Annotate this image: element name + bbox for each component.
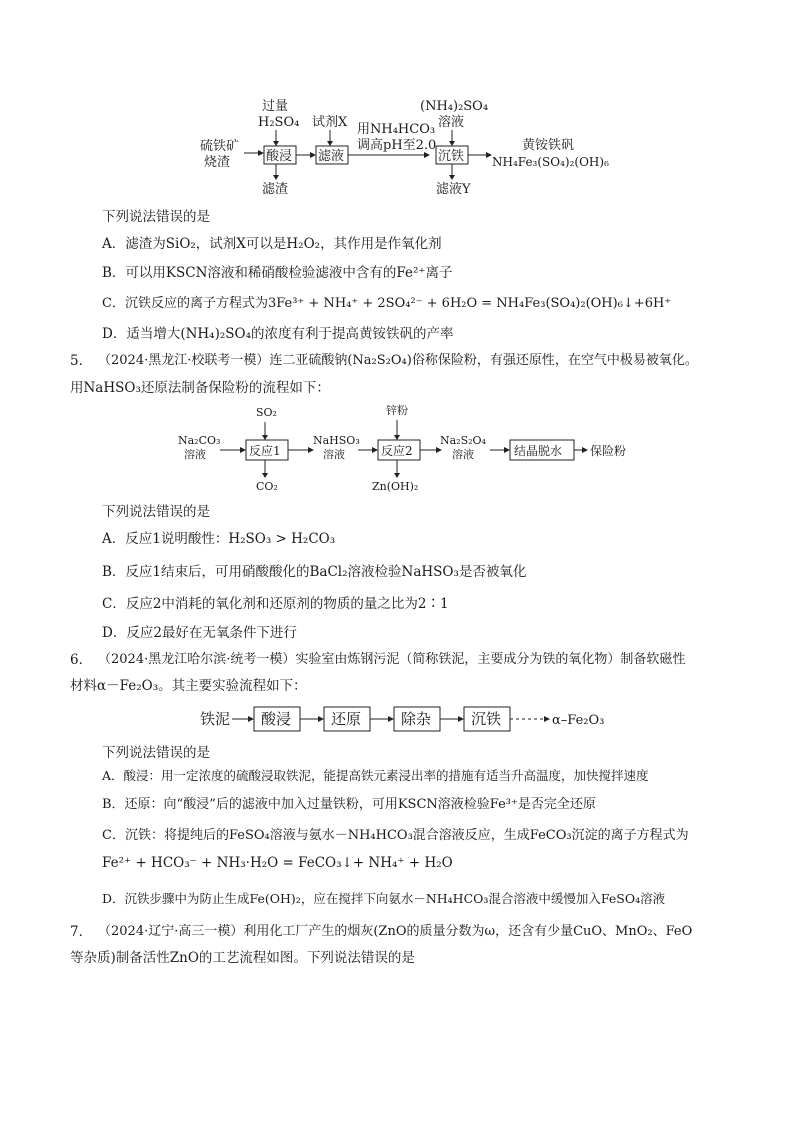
feed-label: 烧渣	[204, 155, 231, 170]
q6-option-a: A．酸浸：用一定浓度的硫酸浸取铁泥，能提高铁元素浸出率的措施有适当升高温度，加快搅拌速度	[102, 768, 649, 783]
feed-label: 硫铁矿	[200, 139, 240, 154]
q5-stem: 下列说法错误的是	[102, 504, 210, 520]
q5-option-b: B．反应1结束后，可用硝酸酸化的BaCl₂溶液检验NaHSO₃是否被氧化	[102, 564, 527, 580]
q7-number: 7．	[70, 924, 93, 940]
box-step-label: 除杂	[401, 710, 432, 728]
product-sol-label: Na₂S₂O₄	[440, 434, 486, 447]
box-step-label: 酸浸	[261, 710, 292, 728]
q4-stem: 下列说法错误的是	[102, 209, 210, 225]
mid-label: NaHSO₃	[313, 434, 360, 447]
q5-number: 5．	[70, 353, 93, 369]
q4-option-c: C．沉铁反应的离子方程式为3Fe³⁺ + NH₄⁺ + 2SO₄²⁻ + 6H₂O = NH₄Fe₃(SO₄)₂(OH)₆↓+6H⁺	[102, 296, 672, 311]
q6-option-c2: Fe²⁺ + HCO₃⁻ + NH₃·H₂O = FeCO₃↓+ NH₄⁺ + H₂O	[102, 855, 453, 871]
q6-option-d: D．沉铁步骤中为防止生成Fe(OH)₂，应在搅拌下向氨水－NH₄HCO₃混合溶液中缓慢加入FeSO₄溶液	[102, 891, 666, 906]
box-reaction1-label: 反应1	[249, 444, 281, 458]
filtrate-y-label: 滤液Y	[436, 182, 471, 197]
acid-label: H₂SO₄	[258, 115, 300, 130]
q6-option-b: B．还原：向“酸浸”后的滤液中加入过量铁粉，可用KSCN溶液检验Fe³⁺是否完全还原	[102, 797, 596, 812]
q5-option-c: C．反应2中消耗的氧化剂和还原剂的物质的量之比为2∶1	[102, 596, 449, 612]
product-formula: NH₄Fe₃(SO₄)₂(OH)₆	[492, 155, 609, 169]
q7-line1: （2024·辽宁·高三一模）利用化工厂产生的烟灰(ZnO的质量分数为ω，还含有少量CuO、MnO₂、FeO	[98, 924, 693, 939]
box-leach-label: 酸浸	[266, 149, 293, 164]
q6-line1: （2024·黑龙江哈尔滨·统考一模）实验室由炼钢污泥（简称铁泥，主要成分为铁的氧化物）制备软磁性	[98, 652, 686, 667]
flow-diagram-q4	[0, 0, 800, 200]
box-filtrate-label: 滤液	[318, 149, 345, 164]
q6-stem: 下列说法错误的是	[102, 745, 210, 761]
box-reaction2-label: 反应2	[381, 444, 413, 458]
q5-line1: （2024·黑龙江·校联考一模）连二亚硫酸钠(Na₂S₂O₄)俗称保险粉，有强还原性，在空气中极易被氧化。	[98, 353, 698, 368]
adjust-label-1: 用NH₄HCO₃	[357, 122, 436, 137]
box-iron-label: 沉铁	[438, 149, 465, 164]
znoh-label: Zn(OH)₂	[372, 480, 419, 493]
adjust-label-2: 调高pH至2.0	[357, 138, 437, 153]
so2-label: SO₂	[256, 406, 277, 419]
box-crystallize-label: 结晶脱水	[514, 444, 563, 458]
residue-label: 滤渣	[262, 182, 289, 197]
reagent-label: 试剂X	[312, 115, 348, 130]
q6-line2: 材料α－Fe₂O₃。其主要实验流程如下：	[70, 678, 307, 694]
q5-option-a: A．反应1说明酸性：H₂SO₃ > H₂CO₃	[102, 531, 336, 547]
zinc-label: 锌粉	[386, 404, 408, 417]
start-label: 溶液	[184, 448, 206, 461]
product-name: 黄铵铁矾	[522, 138, 575, 153]
q6-option-c1: C．沉铁：将提纯后的FeSO₄溶液与氨水－NH₄HCO₃混合溶液反应，生成FeCO₃沉淀的离子方程式为	[102, 828, 689, 843]
box-step-label: 还原	[331, 710, 362, 728]
box-step-label: 沉铁	[471, 710, 502, 728]
final-label: 保险粉	[590, 444, 627, 458]
excess-label: 过量	[262, 99, 289, 114]
salt-label: (NH₄)₂SO₄	[420, 99, 489, 114]
q4-option-d: D．适当增大(NH₄)₂SO₄的浓度有利于提高黄铵铁矾的产率	[102, 326, 454, 342]
start-label: Na₂CO₃	[178, 434, 221, 447]
q5-line2: 用NaHSO₃还原法制备保险粉的流程如下：	[70, 380, 330, 396]
product-sol-label: 溶液	[452, 448, 474, 461]
q7-line2: 等杂质)制备活性ZnO的工艺流程如图。下列说法错误的是	[70, 950, 415, 966]
co2-label: CO₂	[256, 480, 278, 493]
q4-option-a: A．滤渣为SiO₂，试剂X可以是H₂O₂，其作用是作氧化剂	[102, 236, 442, 252]
flow-diagram-q6	[0, 700, 800, 740]
q4-option-b: B．可以用KSCN溶液和稀硝酸检验滤液中含有的Fe²⁺离子	[102, 265, 453, 281]
q5-option-d: D．反应2最好在无氧条件下进行	[102, 625, 297, 641]
mid-label: 溶液	[323, 448, 345, 461]
salt-sol-label: 溶液	[438, 115, 465, 130]
start-label: 铁泥	[200, 710, 231, 728]
end-label: α–Fe₂O₃	[552, 713, 605, 728]
q6-number: 6．	[70, 652, 93, 668]
